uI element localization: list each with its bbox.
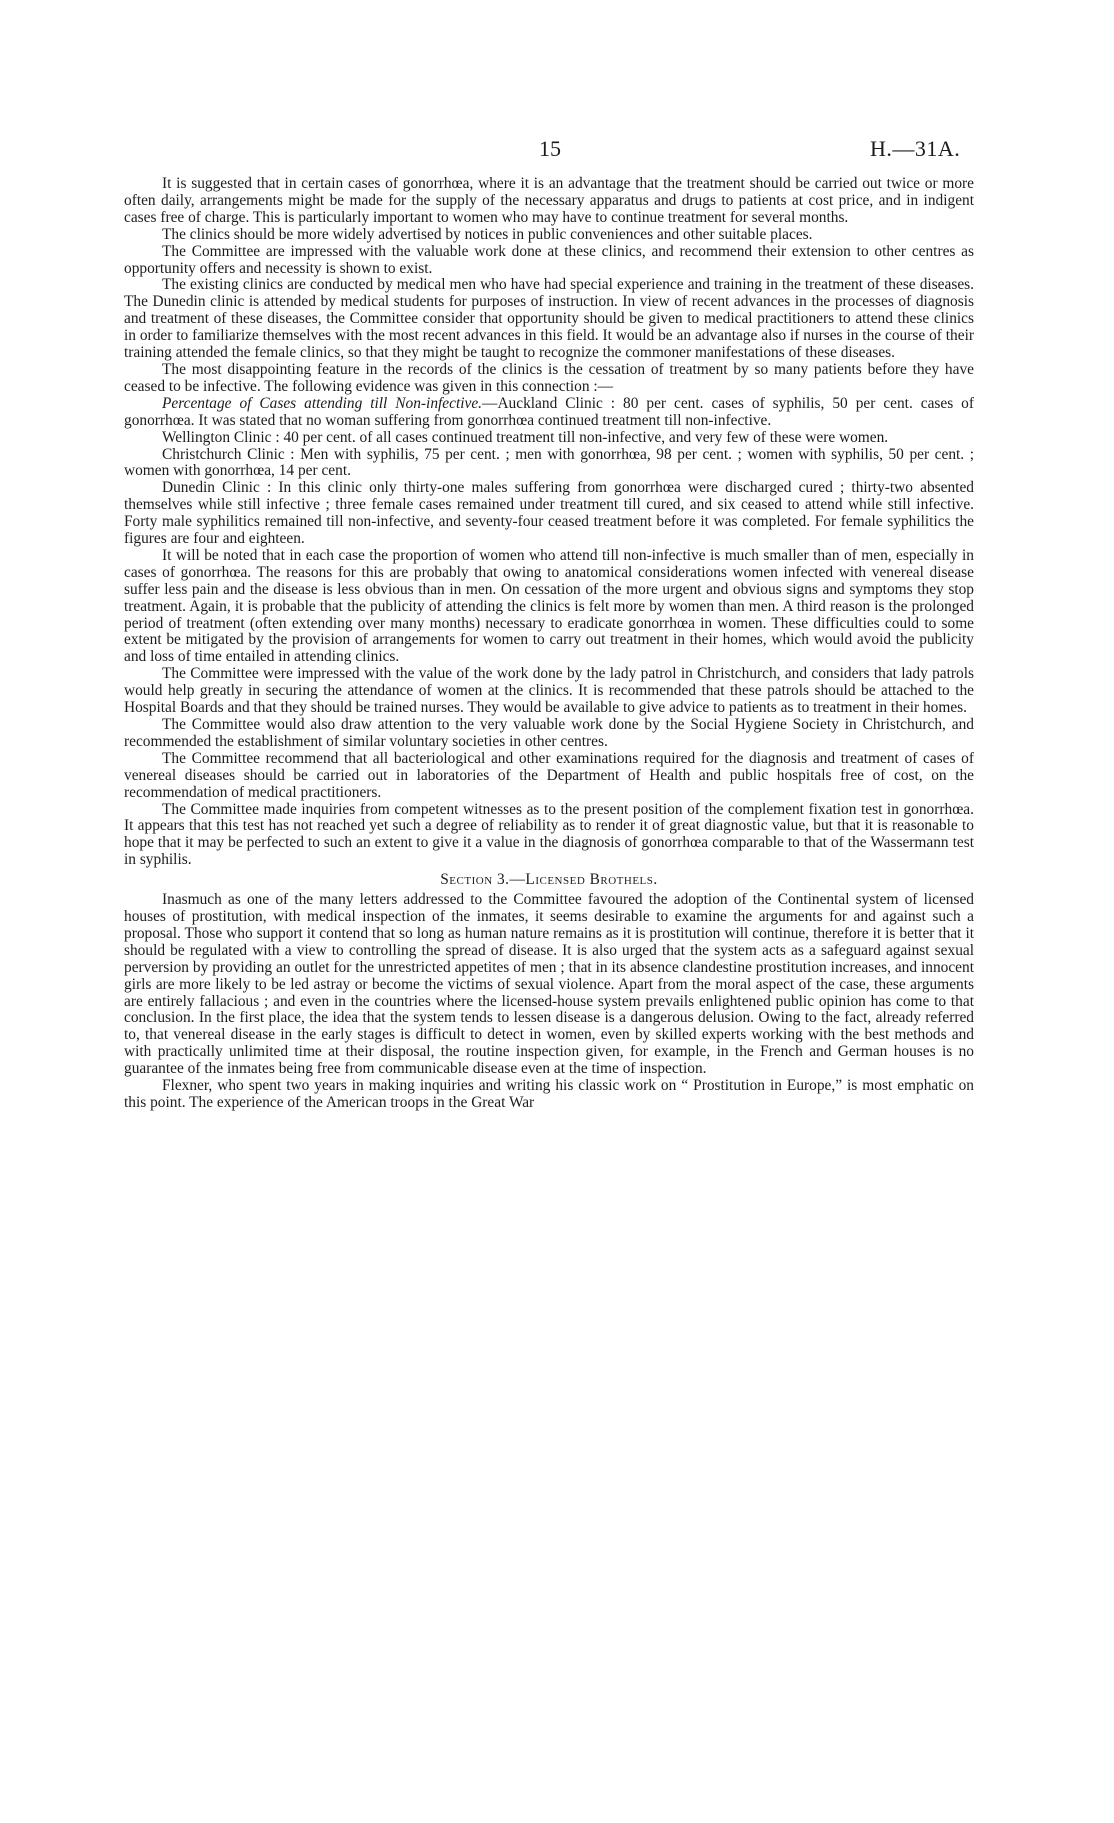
paragraph-women-attendance: It will be noted that in each case the proportion of women who attend till non-infective is much smaller than of men, especially in cases of gonorrhœa. The reasons for this are probably that owing to anatomical considerations women infected with venereal disease suffer less pain and the disease is less obvious than in men. On cessation of the more urgent and obvious signs and symptoms they stop treatment. Again, it is probable that the publicity of attending the clinics is felt more by women than men. A third reason is the prolonged period of treatment (often extending over many months) necessary to eradicate gonorrhœa in women. These difficulties could to some extent be mitigated by the provision of arrangements for women to carry out treatment in their homes, which would avoid the publicity and loss of time entailed in attending clinics. [124,546,974,666]
paragraph-gonorrhoea-apparatus: It is suggested that in certain cases of gonorrhœa, where it is an advantage that the treatment should be carried out twice or more often daily, arrangements might be made for the supply of the necessary apparatus and drugs to patients at cost price, and in indigent cases free of charge. This is particularly important to women who may have to continue treatment for several months. [124,175,974,226]
paragraph-clinic-extension: The Committee are impressed with the valuable work done at these clinics, and recommend their extension to other centres as opportunity offers and necessity is shown to exist. [124,242,974,277]
paragraph-clinic-advertising: The clinics should be more widely advertised by notices in public conveniences and other suitable places. [162,225,813,243]
paragraph-flexner: Flexner, who spent two years in making inquiries and writing his classic work on “ Prostitution in Europe,” is most emphatic on this point. The experience of the American troops in the Great War [124,1077,974,1111]
paragraph-complement-fixation: The Committee made inquiries from competent witnesses as to the present position of the complement fixation test in gonorrhœa. It appears that this test has not reached yet such a degree of reliability as to render it of great diagnostic value, but that it is reasonable to hope that it may be perfected to such an extent to give it a value in the diagnosis of gonorrhœa comparable to that of the Wassermann test in syphilis. [124,800,974,869]
paragraph-licensed-houses: Inasmuch as one of the many letters addressed to the Committee favoured the adoption of the Continental system of licensed houses of prostitution, with medical inspection of the inmates, it seems desirable to examine the arguments for and against such a proposal. Those who support it contend that so long as human nature remains as it is prostitution will continue, therefore it is better that it should be regulated with a view to controlling the spread of disease. It is also urged that the system acts as a safeguard against sexual perversion by providing an outlet for the unrestricted appetites of men ; that in its absence clandestine prostitution increases, and innocent girls are more likely to be led astray or become the victims of sexual violence. Apart from the moral aspect of the case, these arguments are entirely fallacious ; and even in the countries where the licensed-house system prevails enlightened public opinion has come to that conclusion. In the first place, the idea that the system tends to lessen disease is a dangerous delusion. Owing to the fact, already referred to, that venereal disease in the early stages is difficult to detect in women, even by skilled experts working with the best methods and with practically unlimited time at their disposal, the routine inspection given, for example, in the French and German houses is no guarantee of the inmates being free from communicable disease even at the time of inspection. [124,891,974,1078]
paragraph-lead-in: Percentage of Cases attending till Non-infective. [162,394,483,412]
paragraph-wellington-clinic: Wellington Clinic : 40 per cent. of all cases continued treatment till non-infective, and very few of these were women. [162,428,889,446]
paragraph-social-hygiene: The Committee would also draw attention to the very valuable work done by the Social Hygiene Society in Christchurch, and recommended the establishment of similar voluntary societies in other centres. [124,716,974,750]
page-number: 15 [539,136,561,161]
paragraph-clinic-staffing: The existing clinics are conducted by medical men who have had special experience and training in the treatment of these diseases. The Dunedin clinic is attended by medical students for purposes of instruction. In view of recent advances in the processes of diagnosis and treatment of these diseases, the Committee consider that opportunity should be given to medical practitioners to attend these clinics in order to familiarize themselves with the most recent advances in this field. It would be an advantage also if nurses in the course of their training attended the female clinics, so that they might be taught to recognize the commoner manifestations of these diseases. [124,276,974,362]
paragraph-treatment-cessation: The most disappointing feature in the records of the clinics is the cessation of treatment by so many patients before they have ceased to be infective. The following evidence was given in this connection :— [124,360,974,395]
paragraph-lady-patrol: The Committee were impressed with the value of the work done by the lady patrol in Christchurch, and considers that lady patrols would help greatly in securing the attendance of women at the clinics. It is recommended that these patrols should be attached to the Hospital Boards and that they should be trained nurses. They would be available to give advice to patients as to treatment in their homes. [124,665,974,717]
paragraph-christchurch-clinic: Christchurch Clinic : Men with syphilis, 75 per cent. ; men with gonorrhœa, 98 per cent. ; women with syphilis, 50 per cent. ; women with gonorrhœa, 14 per cent. [124,445,974,480]
paragraph-laboratory-examinations: The Committee recommend that all bacteriological and other examinations required for the diagnosis and treatment of cases of venereal diseases should be carried out in laboratories of the Department of Health and public hospitals free of cost, on the recommendation of medical practitioners. [124,749,974,801]
section-heading: Section 3.—Licensed Brothels. [440,871,658,889]
paragraph-auckland-clinic [124,396,974,430]
document-body [124,176,974,1112]
paragraph-dunedin-clinic: Dunedin Clinic : In this clinic only thirty-one males suffering from gonorrhœa were discharged cured ; thirty-two absented themselves while still infective ; three female cases remained under treatment till cured, and six ceased to attend while still infective. Forty male syphilitics remained till non-infective, and seventy-four ceased treatment before it was completed. For female syphilitics the figures are four and eighteen. [124,479,974,548]
document-reference: H.—31A. [870,136,961,161]
paragraph-text: —Auckland Clinic : 80 per cent. cases of syphilis, 50 per cent. cases of gonorrhœa. It was stated that no woman suffering from gonorrhœa continued treatment till non-infective. [124,394,975,429]
